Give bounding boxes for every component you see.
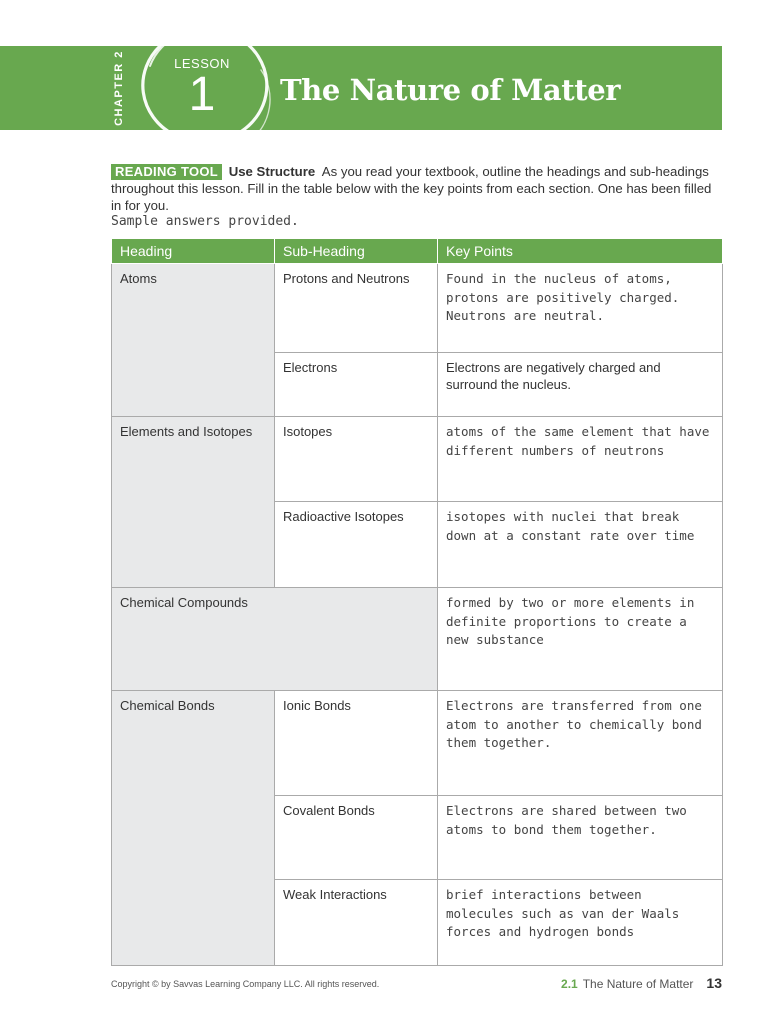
table-row xyxy=(112,691,723,796)
key-points-cell: atoms of the same element that have different numbers of neutrons xyxy=(438,417,723,502)
key-points-cell: brief interactions between molecules such as van der Waals forces and hydrogen bonds xyxy=(438,880,723,966)
page-title: The Nature of Matter xyxy=(280,73,621,107)
table-row xyxy=(112,264,723,353)
key-points-cell: Electrons are transferred from one atom to another to chemically bond them together. xyxy=(438,691,723,796)
subheading-cell: Isotopes xyxy=(275,417,438,502)
subheading-cell: Radioactive Isotopes xyxy=(275,502,438,588)
table-row xyxy=(112,588,723,691)
key-points-cell: isotopes with nuclei that break down at a constant rate over time xyxy=(438,502,723,588)
heading-cell: Chemical Compounds xyxy=(112,588,438,691)
instructions-text: As you read your textbook, outline the headings and sub-headings throughout this lesson. Fill in the table below with the key points from each section. One has been filled in for you. xyxy=(111,164,712,213)
heading-cell: Chemical Bonds xyxy=(112,691,275,966)
footer-lesson-title: The Nature of Matter xyxy=(582,977,694,991)
reading-tool-badge: READING TOOL xyxy=(111,164,222,180)
column-header-key-points: Key Points xyxy=(438,239,723,264)
sample-answers-note: Sample answers provided. xyxy=(111,214,299,229)
table-row xyxy=(112,417,723,502)
column-header-heading: Heading xyxy=(112,239,275,264)
lesson-number: 1 xyxy=(188,68,216,121)
key-points-cell: formed by two or more elements in definite proportions to create a new substance xyxy=(438,588,723,691)
subheading-cell: Electrons xyxy=(275,353,438,417)
subheading-cell: Weak Interactions xyxy=(275,880,438,966)
copyright-text: Copyright © by Savvas Learning Company LLC. All rights reserved. xyxy=(111,979,380,989)
key-points-cell: Found in the nucleus of atoms, protons are positively charged. Neutrons are neutral. xyxy=(438,264,723,353)
lesson-label: LESSON xyxy=(174,56,230,71)
heading-cell: Atoms xyxy=(112,264,275,417)
table-header-row xyxy=(112,239,723,264)
reading-tool-name: Use Structure xyxy=(228,164,316,179)
chapter-label: CHAPTER 2 xyxy=(113,50,125,126)
outline-table xyxy=(111,238,723,966)
reading-tool-instructions xyxy=(111,163,723,214)
page-footer xyxy=(561,975,722,991)
subheading-cell: Covalent Bonds xyxy=(275,796,438,880)
subheading-cell: Ionic Bonds xyxy=(275,691,438,796)
key-points-cell: Electrons are negatively charged and surround the nucleus. xyxy=(438,353,723,417)
key-points-cell: Electrons are shared between two atoms to bond them together. xyxy=(438,796,723,880)
page-number: 13 xyxy=(706,975,722,991)
heading-cell: Elements and Isotopes xyxy=(112,417,275,588)
section-number: 2.1 xyxy=(561,977,578,991)
subheading-cell: Protons and Neutrons xyxy=(275,264,438,353)
column-header-subheading: Sub-Heading xyxy=(275,239,438,264)
